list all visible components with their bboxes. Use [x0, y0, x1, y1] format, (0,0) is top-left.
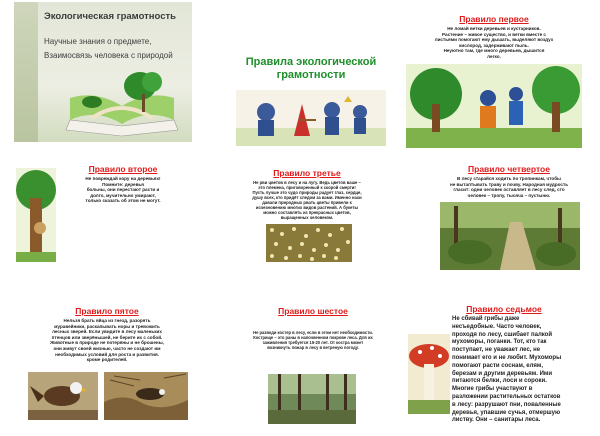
slide-rule-1[interactable]	[404, 14, 584, 148]
rule-title: Правило первое	[459, 14, 529, 24]
slide-rule-4[interactable]	[434, 164, 584, 272]
slide-bullet: Взаимосвязь человека с природой	[44, 51, 173, 60]
rule-title: Правило пятое	[75, 306, 139, 316]
open-book-illustration	[62, 68, 182, 138]
rule-title: Правило третье	[273, 168, 341, 178]
slide-rule-3[interactable]	[236, 168, 378, 264]
slide-ecological-literacy[interactable]	[14, 2, 192, 142]
slide-rule-7[interactable]	[404, 304, 594, 432]
rule-title: Правило шестое	[278, 306, 348, 316]
rule-text: Не рви цветов в лесу и на лугу. Ведь цветов ваше – это племена, приговоренный к скорой смерти! Пусть лучше это чудо природы радует глаз, сердце, душу всех, кто придёт следом за вами. Именно нахи давали природных рвать цветы привели к исчезновению многих видов растений. А букеты можно составлять из прекрасных цветов, выращенных человеком.	[252, 180, 362, 220]
flower-field-photo	[266, 224, 352, 262]
rule-text: Нельзя брать яйца из гнезд, разорять муравейники, раскапывать норы и тревожить лесных зверей. Если увидите в лесу маленьких птенцов или зверёнышей, не берите их с собой. Животные в природе не потеряны и не брошены, они живут своей жизнью, часто не создают им необходимых условий для роста и развития. кроме родителей.	[50, 318, 164, 363]
slide-side-bar	[14, 2, 38, 142]
animal-photo	[104, 372, 188, 420]
rule-text: Не повреждай кору на деревьях! Помните: деревья больны, они перестают расти и долго, мучительно умирают, только сказать об этом не могут.	[85, 176, 161, 204]
forest-photo	[268, 374, 356, 424]
rule-title: Правило седьмое	[466, 304, 542, 314]
slide-rules-title[interactable]	[232, 56, 390, 148]
slide-title: Экологическая грамотность	[44, 11, 176, 22]
rule-title: Правило второе	[88, 164, 158, 174]
cartoon-illustration	[236, 90, 386, 146]
rule-title: Правило четвертое	[468, 164, 550, 174]
tree-cartoon-illustration	[16, 168, 56, 262]
slide-rule-6[interactable]	[244, 306, 382, 424]
slide-rule-2[interactable]	[16, 164, 190, 262]
tree-cartoon-illustration	[406, 64, 582, 148]
slide-bullet: Научные знания о предмете,	[44, 37, 152, 46]
mushroom-illustration	[408, 334, 450, 414]
bird-photo	[28, 372, 98, 420]
rule-text: Не сбивай грибы даже несъедобные. Часто человек, проходя по лесу, сшибает палкой мухоморы, поганки. Тот, кто так поступает, не уважает лес, не понимает его и не любит. Мухоморы помогают расти соснам, елям, березам и другим деревьям. Ими питаются белки, лоси и сороки. Многие грибы участвуют в разложении растительных остатков в лесу: разрушают пни, поваленные деревья, упавшие сучья, отмершую листву. Они – санитары леса.	[452, 316, 562, 424]
rule-text: В лесу старайся ходить по тропинкам, чтобы не вытаптывать траву и почву. Народная мудрость гласит: одни человек оставляет в лесу след, сто человек – тропу, тысяча – пустыню.	[449, 176, 569, 198]
slide-title: Правила экологической грамотности	[245, 56, 377, 81]
slide-rule-5[interactable]	[20, 306, 194, 424]
rule-text: Не разводи костер в лесу, если в этом нет необходимости. Кострище – это раны в напочвенном покрове леса. Для их заживления требуется 15-20 лет. От костра может возникнуть пожар в лесу в ветреную погоду.	[253, 330, 373, 350]
rule-text: Не ломай ветки деревьев и кустарников. Растение – живое существо, и ветки вместе с листьями помогают ему дышать, выделяют воздух кислород, задерживают пыль. Неуютно там, где много деревьев, дышится легко.	[434, 26, 554, 59]
forest-path-photo	[440, 202, 580, 270]
